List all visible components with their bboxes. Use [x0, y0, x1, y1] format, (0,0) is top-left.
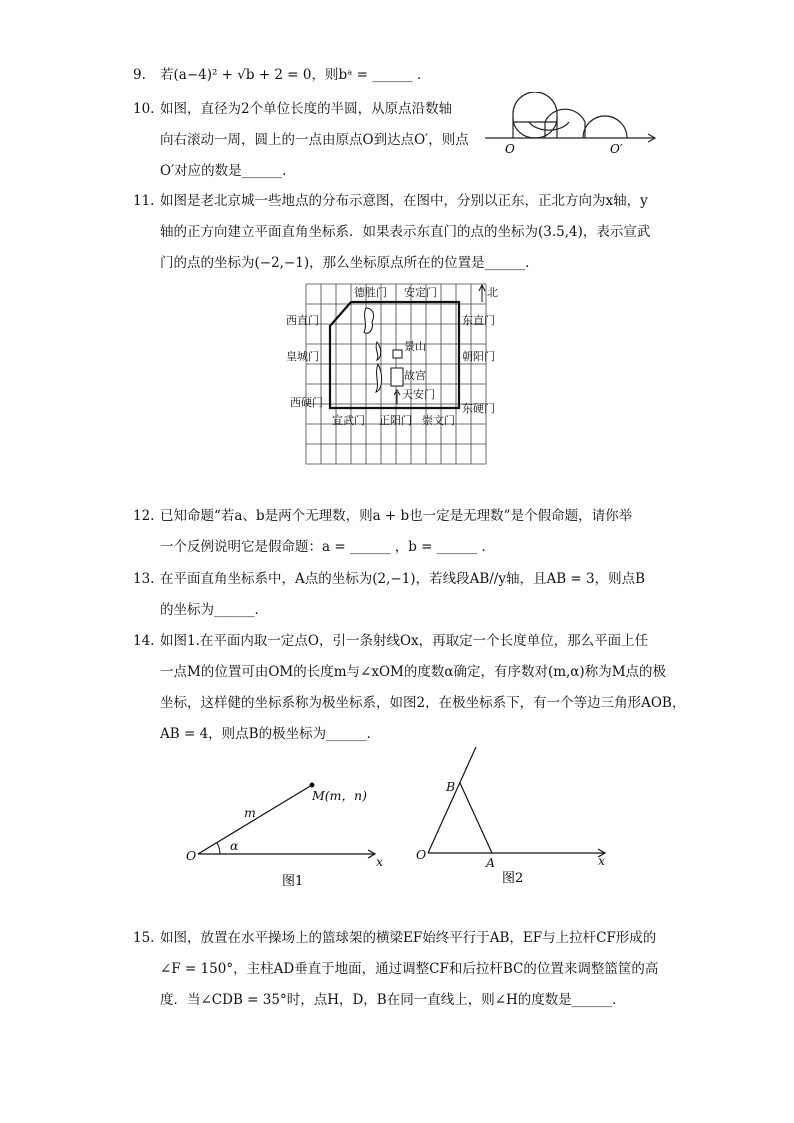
question-line: O′对应的数是______.	[160, 163, 287, 179]
fig2-b-label: B	[446, 779, 456, 794]
dongbianmen-label: 东硬门	[462, 402, 495, 415]
origin-label: O	[505, 142, 515, 156]
question-line: 一点M的位置可由OM的长度m与∠xOM的度数α确定，有序数对(m,α)称为M点的极	[160, 664, 667, 680]
andingmen-label: 安定门	[404, 286, 437, 299]
polar-figure-2	[412, 745, 612, 890]
fig2-caption: 图2	[502, 871, 524, 886]
question-line: 度．当∠CDB = 35°时，点H，D，B在同一直线上，则∠H的度数是______．	[160, 992, 626, 1008]
question-number: 15.	[133, 930, 155, 946]
fig1-alpha-label: α	[230, 838, 239, 853]
fig1-m-point-label: M(m，n)	[312, 788, 367, 803]
fig1-caption: 图1	[282, 874, 304, 889]
question-line: 如图1.在平面内取一定点O，引一条射线Ox，再取定一个长度单位，那么平面上任	[160, 633, 649, 649]
question-line: 向右滚动一周，圆上的一点由原点O到达点O′，则点	[160, 132, 469, 148]
question-number: 10.	[133, 101, 155, 117]
question-line: 在平面直角坐标系中，A点的坐标为(2,−1)，若线段AB//y轴，且AB = 3，则点B	[160, 571, 646, 587]
question-line: 如图，直径为2个单位长度的半圆，从原点沿数轴	[160, 101, 453, 117]
fig1-o-label: O	[186, 848, 197, 863]
fig1-x-label: x	[376, 854, 384, 869]
gugong-label: 故宫	[404, 369, 426, 382]
chongwenmen-label: 崇文门	[422, 414, 455, 427]
question-number: 11.	[133, 193, 155, 209]
chaoyangmen-label: 朝阳门	[462, 350, 495, 363]
fig2-a-label: A	[486, 855, 496, 870]
north-label: 北	[487, 286, 498, 299]
question-number: 13.	[133, 571, 155, 587]
question-line: 门的点的坐标为(−2,−1)，那么坐标原点所在的位置是______.	[160, 255, 530, 271]
polar-figure-1	[180, 770, 400, 895]
question-number: 9.	[133, 67, 146, 83]
question-line: 如图，放置在水平操场上的篮球架的横梁EF始终平行于AB，EF与上拉杆CF形成的	[160, 930, 657, 946]
rolling-semicircle-figure	[485, 92, 665, 158]
deshengmen-label: 德胜门	[354, 286, 387, 299]
question-line: AB = 4，则点B的极坐标为______．	[160, 726, 381, 742]
tiananmen-label: 天安门	[402, 388, 435, 401]
fig1-m-label: m	[244, 805, 256, 820]
o-prime-label: O′	[610, 142, 623, 156]
question-line: 如图是老北京城一些地点的分布示意图，在图中，分别以正东，正北方向为x轴，y	[160, 193, 648, 209]
question-line: 已知命题“若a、b是两个无理数，则a + b也一定是无理数”是个假命题，请你举	[160, 508, 633, 524]
zhengyangmen-label: 正阳门	[379, 414, 412, 427]
question-line: 轴的正方向建立平面直角坐标系．如果表示东直门的点的坐标为(3.5,4)，表示宣武	[160, 224, 651, 240]
fig2-o-label: O	[416, 847, 427, 862]
jingshan-label: 景山	[404, 340, 426, 353]
beijing-map-figure	[282, 280, 522, 470]
question-line: ∠F = 150°，主柱AD垂直于地面，通过调整CF和后拉杆BC的位置来调整篮筐的高	[160, 961, 659, 977]
question-line: 一个反例说明它是假命题：a = ______ ，b = ______ ．	[160, 539, 496, 555]
question-number: 14.	[133, 633, 155, 649]
question-line: 的坐标为______．	[160, 602, 268, 618]
huangchengmen-label: 皇城门	[286, 350, 319, 363]
question-line: 坐标，这样健的坐标系称为极坐标系，如图2，在极坐标系下，有一个等边三角形AOB，	[160, 695, 686, 711]
question-text: 若(a−4)² + √b + 2 = 0，则bᵃ = ______ ．	[160, 67, 431, 83]
fig2-x-label: x	[598, 853, 606, 868]
xizhimen-label: 西直门	[286, 314, 319, 327]
dongzhimen-label: 东直门	[462, 314, 495, 327]
xibianmen-label: 西硬门	[290, 396, 323, 409]
question-number: 12.	[133, 508, 155, 524]
xuanwumen-label: 宣武门	[332, 414, 365, 427]
